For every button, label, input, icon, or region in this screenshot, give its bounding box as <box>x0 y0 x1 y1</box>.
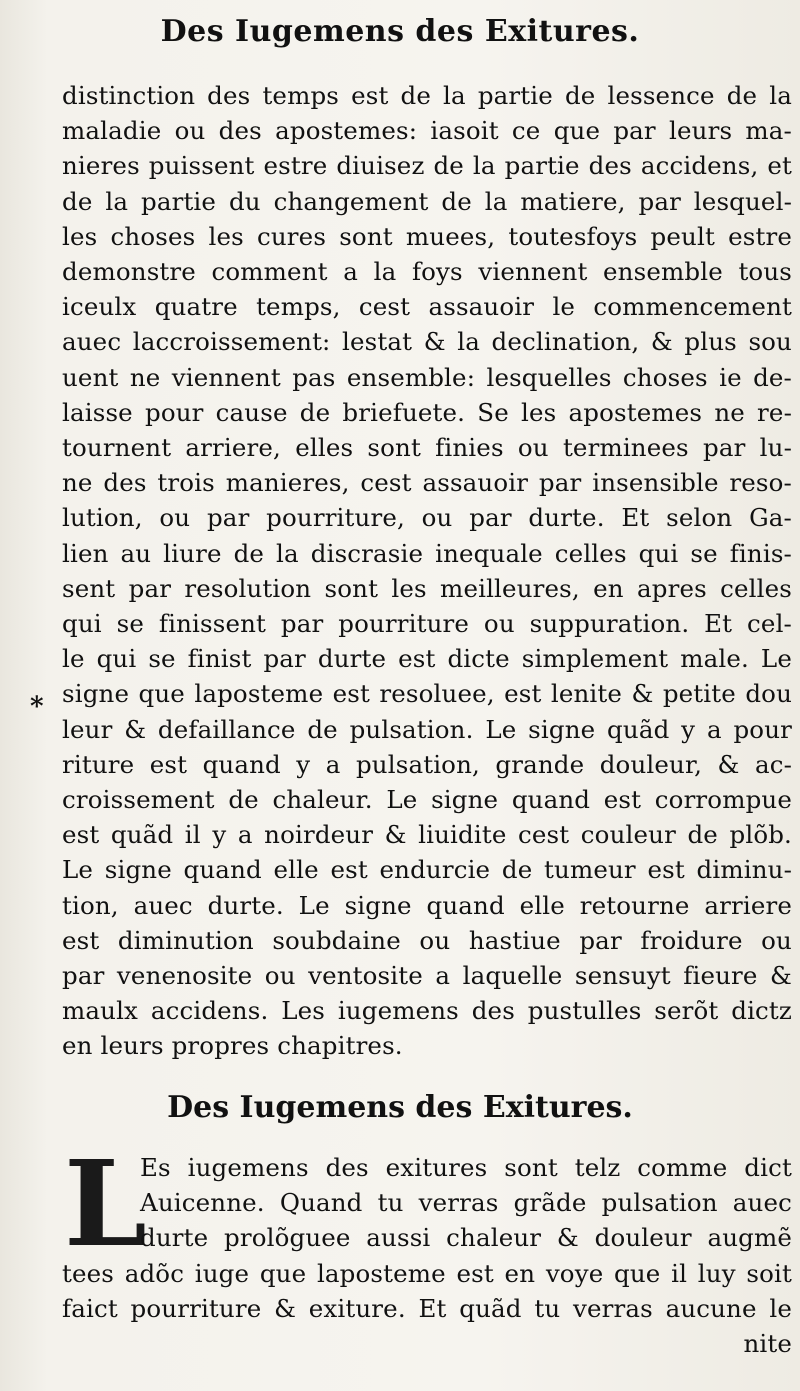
text-line: maulx accidens. Les iugemens des pustulles serõt dictz <box>62 996 792 1026</box>
text-line: tournent arriere, elles sont finies ou terminees par lu- <box>62 433 792 463</box>
text-line: uent ne viennent pas ensemble: lesquelles choses ie de- <box>62 362 792 392</box>
text-line: croissement de chaleur. Le signe quand est corrompue <box>62 785 792 815</box>
text-line: lien au liure de la discrasie inequale celles qui se finis- <box>62 538 792 568</box>
text-line: faict pourriture & exiture. Et quãd tu verras aucune le <box>62 1293 792 1323</box>
text-line: maladie ou des apostemes: iasoit ce que par leurs ma- <box>62 116 792 146</box>
text-line: riture est quand y a pulsation, grande douleur, & ac- <box>62 749 792 779</box>
text-line: le qui se finist par durte est dicte simplement male. Le <box>62 644 792 674</box>
text-line: lution, ou par pourriture, ou par durte. Et selon Ga- <box>62 503 792 533</box>
text-line: iceulx quatre temps, cest assauoir le commencement <box>62 292 792 322</box>
text-line: nieres puissent estre diuisez de la partie des accidens, et <box>62 151 792 181</box>
text-line: Es iugemens des exitures sont telz comme dict <box>140 1153 792 1182</box>
text-line: demonstre comment a la foys viennent ensemble tous <box>62 257 792 287</box>
text-line: leur & defaillance de pulsation. Le signe quãd y a pour <box>62 714 792 744</box>
text-line: signe que laposteme est resoluee, est lenite & petite dou <box>62 679 792 709</box>
text-line: de la partie du changement de la matiere, par lesquel- <box>62 186 792 216</box>
text-line: Le signe quand elle est endurcie de tumeur est diminu- <box>62 855 792 885</box>
drop-capital: L <box>64 1134 147 1273</box>
text-line: sent par resolution sont les meilleures, en apres celles <box>62 573 792 603</box>
marginal-asterisk: * <box>30 692 44 722</box>
section-heading: Des Iugemens des Exitures. <box>167 1090 633 1125</box>
running-head: Des Iugemens des Exitures. <box>160 14 640 49</box>
text-line: en leurs propres chapitres. <box>62 1031 403 1061</box>
text-line: est diminution soubdaine ou hastiue par froidure ou <box>62 925 792 955</box>
paragraph-1 <box>62 78 792 1064</box>
text-line: auec laccroissement: lestat & la declination, & plus sou <box>62 327 792 357</box>
text-line: laisse pour cause de briefuete. Se les apostemes ne re- <box>62 397 792 427</box>
text-line: tion, auec durte. Le signe quand elle retourne arriere <box>62 890 792 920</box>
catchword: nite <box>743 1329 792 1359</box>
text-line: durte prolõguee aussi chaleur & douleur augmẽ <box>140 1223 792 1253</box>
text-line: qui se finissent par pourriture ou suppuration. Et cel- <box>62 609 792 639</box>
text-line: distinction des temps est de la partie de lessence de la <box>62 81 792 110</box>
text-line: les choses les cures sont muees, toutesfoys peult estre <box>62 221 792 251</box>
text-line: ne des trois manieres, cest assauoir par insensible reso- <box>62 468 792 498</box>
text-line: Auicenne. Quand tu verras grãde pulsation auec <box>140 1188 792 1218</box>
text-line: est quãd il y a noirdeur & liuidite cest couleur de plõb. <box>62 820 792 850</box>
text-line: tees adõc iuge que laposteme est en voye que il luy soit <box>62 1258 792 1288</box>
paragraph-2 <box>62 1134 792 1361</box>
text-line: par venenosite ou ventosite a laquelle sensuyt fieure & <box>62 961 792 991</box>
